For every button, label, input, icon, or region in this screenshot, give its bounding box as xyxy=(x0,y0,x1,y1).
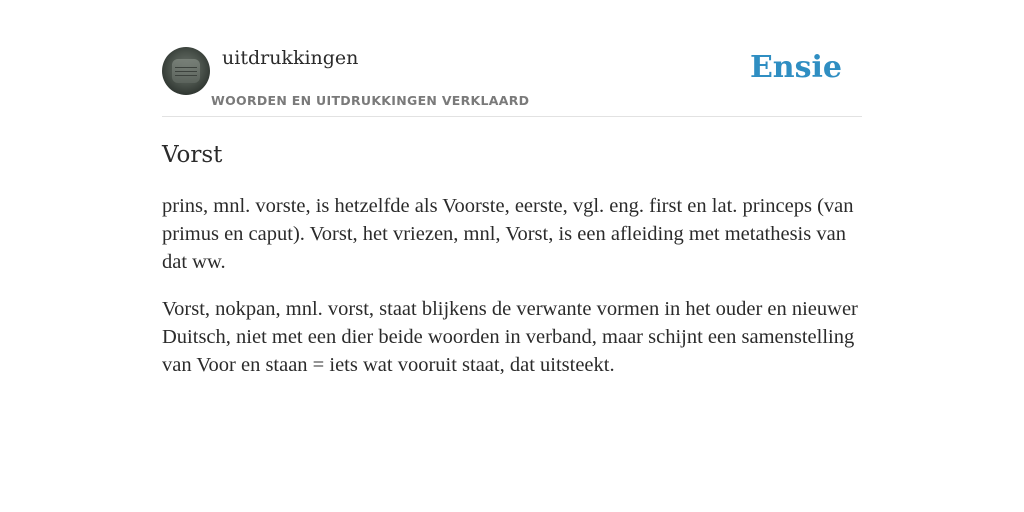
site-tagline: WOORDEN EN UITDRUKKINGEN VERKLAARD xyxy=(211,93,530,108)
site-header xyxy=(162,0,862,117)
article-paragraph: Vorst, nokpan, mnl. vorst, staat blijkens de verwante vormen in het ouder en nieuwer Duitsch, niet met een dier beide woorden in verband, maar schijnt een samenstelling van Voor en staan = iets wat vooruit staat, dat uitsteekt. xyxy=(162,298,858,376)
page-title: Vorst xyxy=(162,142,223,168)
page-container xyxy=(162,0,862,376)
article-paragraph: prins, mnl. vorste, is hetzelfde als Voorste, eerste, vgl. eng. first en lat. princeps (van primus en caput). Vorst, het vriezen, mnl, Vorst, is een afleiding met metathesis van dat ww. xyxy=(162,195,854,273)
article-body xyxy=(162,192,862,398)
brand-logo-link[interactable]: Ensie xyxy=(749,50,842,85)
avatar[interactable] xyxy=(162,47,210,95)
avatar-detail xyxy=(175,67,197,68)
avatar-detail xyxy=(175,75,197,76)
avatar-detail xyxy=(175,71,197,72)
site-name-link[interactable]: uitdrukkingen xyxy=(222,47,359,69)
